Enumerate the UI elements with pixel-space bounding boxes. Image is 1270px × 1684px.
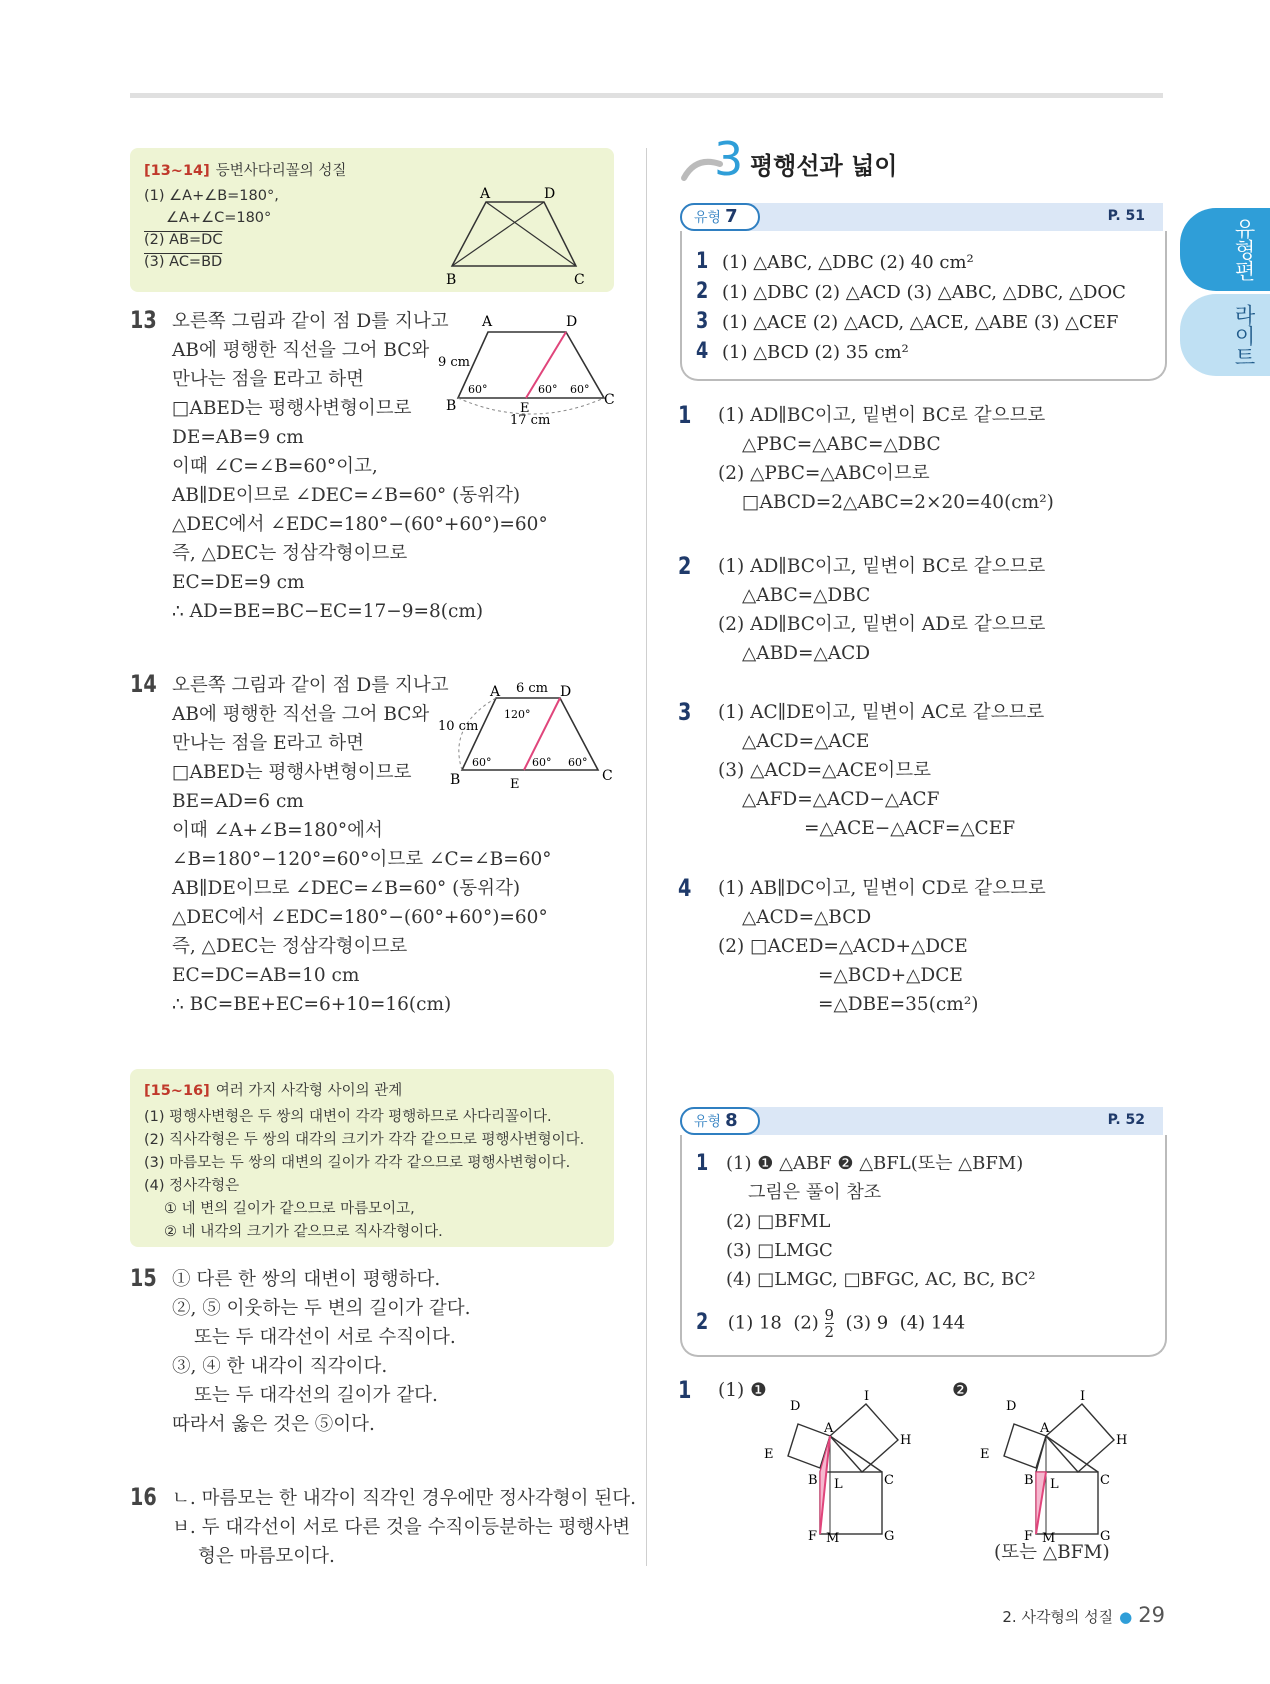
answer-row <box>696 249 974 274</box>
solution-7-3 <box>718 698 1044 843</box>
text-line: △ACD=△ACE <box>742 731 870 752</box>
summary-line: (4) 정사각형은 <box>144 1178 240 1194</box>
problem-number: 14 <box>130 670 157 698</box>
bullet-icon: ● <box>1119 1608 1133 1626</box>
solution-number: 3 <box>678 698 692 726</box>
fig-label: 60° <box>532 756 552 769</box>
fig-label: M <box>826 1531 840 1546</box>
text-line: □ABED는 평행사변형이므로 <box>172 398 412 419</box>
text-line: ∴ BC=BE+EC=6+10=16(cm) <box>172 994 452 1015</box>
type-8-answer-box <box>680 1135 1167 1357</box>
fraction-denominator: 2 <box>824 1323 835 1341</box>
fig-label: C <box>604 392 615 408</box>
summary-line: (3) AC=BD <box>144 254 223 270</box>
fig-label: A <box>824 1421 834 1436</box>
section-name: 평행선과 넓이 <box>750 152 898 180</box>
fig-label: B <box>808 1473 818 1488</box>
problem-number: 15 <box>130 1264 157 1292</box>
answer-number: 2 <box>696 1309 709 1335</box>
answer-number: 1 <box>696 1151 709 1176</box>
text-line: 만나는 점을 E라고 하면 <box>172 369 364 390</box>
fig-label: A <box>490 684 501 700</box>
fig-label: 10 cm <box>438 719 479 734</box>
solution-7-4 <box>718 874 1046 1019</box>
solution-7-2 <box>718 552 1045 668</box>
summary-line: (1) 평행사변형은 두 쌍의 대변이 각각 평행하므로 사다리꼴이다. <box>144 1109 552 1125</box>
solution-number: 4 <box>678 874 692 902</box>
answer-text: (1) △DBC (2) △ACD (3) △ABC, △DBC, △DOC <box>722 282 1126 303</box>
fraction-numerator: 9 <box>824 1306 835 1324</box>
answer-text: (1) △ABC, △DBC (2) 40 cm² <box>722 252 974 273</box>
fig-label: 60° <box>568 756 588 769</box>
text-line: =△BCD+△DCE <box>818 965 963 986</box>
text-line: △AFD=△ACD−△ACF <box>742 789 940 810</box>
fig-label: H <box>900 1433 912 1448</box>
tab-light[interactable]: 라이트 <box>1180 294 1270 376</box>
fig-label: 9 cm <box>438 355 471 370</box>
answer-row <box>696 1307 965 1340</box>
text-line: DE=AB=9 cm <box>172 427 304 448</box>
fig-label: A <box>1040 1421 1050 1436</box>
problem-13-figure <box>438 314 620 432</box>
pythagoras-figure-1 <box>760 1384 910 1544</box>
fig-label: D <box>566 314 578 330</box>
fig-label: G <box>884 1529 895 1544</box>
text-line: (2) △PBC=△ABC이므로 <box>718 463 930 484</box>
fig-label: C <box>602 768 613 784</box>
fig-label: I <box>864 1389 870 1404</box>
problem-16-solution <box>172 1484 636 1571</box>
fig-label: L <box>1050 1477 1059 1492</box>
fig-label: 120° <box>504 708 531 721</box>
text-line: (1) ❶ △ABF ❷ △BFL(또는 △BFM) <box>726 1153 1024 1174</box>
summary-line: (3) 마름모는 두 쌍의 대변의 길이가 각각 같으므로 평행사변형이다. <box>144 1155 571 1171</box>
solution-7-1 <box>718 401 1054 517</box>
summary-line: ① 네 변의 길이가 같으므로 마름모이고, <box>164 1201 415 1217</box>
text-line: ∠B=180°−120°=60°이므로 ∠C=∠B=60° <box>172 849 552 870</box>
tab-type-section[interactable]: 유형편 <box>1180 208 1270 291</box>
answer-number: 3 <box>696 309 709 334</box>
summary-line: (2) AB=DC <box>144 232 223 248</box>
fig-label: M <box>1042 1531 1056 1546</box>
text-line: △ABD=△ACD <box>742 643 871 664</box>
summary-header: [13~14] <box>144 163 210 179</box>
text-line: =△ACE−△ACF=△CEF <box>804 818 1016 839</box>
answer-row <box>696 279 1126 304</box>
summary-title: 여러 가지 사각형 사이의 관계 <box>215 1083 403 1099</box>
text-line: (1) AD∥BC이고, 밑변이 BC로 같으므로 <box>718 405 1046 426</box>
text-line: AB에 평행한 직선을 그어 BC와 <box>172 704 430 725</box>
page-reference: P. 51 <box>1107 208 1145 224</box>
fig-label: A <box>482 314 493 330</box>
text-line: □ABED는 평행사변형이므로 <box>172 762 412 783</box>
text-line: ㄴ. 마름모는 한 내각이 직각인 경우에만 정사각형이 된다. <box>172 1488 636 1509</box>
summary-header: [15~16] <box>144 1083 210 1099</box>
answer-row <box>696 309 1118 334</box>
fig-label: B <box>446 398 457 414</box>
summary-line: (1) ∠A+∠B=180°, <box>144 188 279 204</box>
text-line: (3) △ACD=△ACE이므로 <box>718 760 932 781</box>
text-line: EC=DC=AB=10 cm <box>172 965 360 986</box>
text-line: △DEC에서 ∠EDC=180°−(60°+60°)=60° <box>172 514 548 535</box>
fig-label: E <box>980 1447 990 1462</box>
isosceles-trapezoid-figure <box>446 188 596 288</box>
fig-label: B <box>450 772 461 788</box>
summary-line: ② 네 내각의 크기가 같으므로 직사각형이다. <box>164 1224 443 1240</box>
text-line: EC=DE=9 cm <box>172 572 305 593</box>
fig-label-B: B <box>446 272 457 288</box>
text-line: ① 다른 한 쌍의 대변이 평행하다. <box>172 1269 441 1290</box>
problem-number: 13 <box>130 306 157 334</box>
answer-row <box>696 339 909 364</box>
text-line: △ABC=△DBC <box>742 585 871 606</box>
answer-1-lines <box>726 1149 1036 1294</box>
pythagoras-figure-2 <box>976 1384 1126 1544</box>
summary-line: (2) 직사각형은 두 쌍의 대각의 크기가 각각 같으므로 평행사변형이다. <box>144 1132 585 1148</box>
type-tag <box>680 1107 760 1135</box>
text-line: ②, ⑤ 이웃하는 두 변의 길이가 같다. <box>172 1298 471 1319</box>
text-line: □ABCD=2△ABC=2×20=40(cm²) <box>742 492 1054 513</box>
fraction <box>825 1307 835 1340</box>
answer-text: (4) 144 <box>899 1312 966 1334</box>
fig-label: 60° <box>570 383 590 396</box>
type-number: 7 <box>725 206 738 227</box>
answer-text: (1) △ACE (2) △ACD, △ACE, △ABE (3) △CEF <box>722 312 1119 333</box>
fig-label: F <box>1024 1529 1034 1544</box>
text-line: AB에 평행한 직선을 그어 BC와 <box>172 340 430 361</box>
text-line: (1) AC∥DE이고, 밑변이 AC로 같으므로 <box>718 702 1045 723</box>
text-line: (3) □LMGC <box>726 1240 833 1261</box>
text-line: (2) □BFML <box>726 1211 831 1232</box>
fig-label: I <box>1080 1389 1086 1404</box>
figure-label-2: ❷ <box>952 1380 969 1401</box>
answer-text: (3) 9 <box>845 1312 889 1334</box>
fig-label: C <box>884 1473 894 1488</box>
chapter-title: 2. 사각형의 성질 <box>1002 1608 1114 1626</box>
type-tag-label: 유형 <box>694 210 722 226</box>
fig-label: C <box>1100 1473 1110 1488</box>
page-number: 29 <box>1138 1603 1165 1627</box>
text-line: =△DBE=35(cm²) <box>818 994 979 1015</box>
fig-label: H <box>1116 1433 1128 1448</box>
fig-label: E <box>764 1447 774 1462</box>
type-7-bar <box>680 203 1163 231</box>
text-line: 즉, △DEC는 정삼각형이므로 <box>172 936 408 957</box>
fig-label: 6 cm <box>516 681 549 696</box>
answer-text: (1) △BCD (2) 35 cm² <box>722 342 909 363</box>
answer-number: 2 <box>696 279 709 304</box>
text-line: △DEC에서 ∠EDC=180°−(60°+60°)=60° <box>172 907 548 928</box>
text-line: 그림은 풀이 참조 <box>748 1182 882 1203</box>
fig-label: L <box>834 1477 843 1492</box>
fig-label-A: A <box>480 186 491 202</box>
answer-text: (2) <box>793 1312 819 1334</box>
text-line: 오른쪽 그림과 같이 점 D를 지나고 <box>172 311 449 332</box>
page-reference: P. 52 <box>1107 1112 1145 1128</box>
fig-label: 60° <box>472 756 492 769</box>
type-8-bar <box>680 1107 1163 1135</box>
answer-number: 4 <box>696 339 709 364</box>
fig-label: B <box>1024 1473 1034 1488</box>
text-line: AB∥DE이므로 ∠DEC=∠B=60° (동위각) <box>172 878 521 899</box>
text-line: 이때 ∠C=∠B=60°이고, <box>172 456 378 477</box>
type-7-answer-box <box>680 231 1167 381</box>
text-line: (1) AD∥BC이고, 밑변이 BC로 같으므로 <box>718 556 1046 577</box>
page-footer <box>1002 1603 1165 1627</box>
answer-number: 1 <box>696 249 709 274</box>
solution-number: 1 <box>678 401 692 429</box>
fig-label: D <box>1006 1399 1017 1414</box>
text-line: ∴ AD=BE=BC−EC=17−9=8(cm) <box>172 601 484 622</box>
type-tag-label: 유형 <box>694 1114 722 1130</box>
text-line: 형은 마름모이다. <box>198 1546 335 1567</box>
fig-label: 60° <box>538 383 558 396</box>
column-divider <box>646 148 647 1566</box>
fig-label: D <box>790 1399 801 1414</box>
text-line: BE=AD=6 cm <box>172 791 304 812</box>
text-line: (2) □ACED=△ACD+△DCE <box>718 936 968 957</box>
text-line: AB∥DE이므로 ∠DEC=∠B=60° (동위각) <box>172 485 521 506</box>
fig-label: 60° <box>468 383 488 396</box>
text-line: ③, ④ 한 내각이 직각이다. <box>172 1356 388 1377</box>
summary-title: 등변사다리꼴의 성질 <box>215 163 347 179</box>
text-line: 만나는 점을 E라고 하면 <box>172 733 364 754</box>
type-number: 8 <box>725 1110 738 1131</box>
text-line: △ACD=△BCD <box>742 907 872 928</box>
solution-number: 2 <box>678 552 692 580</box>
type-tag <box>680 203 760 231</box>
summary-line: ∠A+∠C=180° <box>166 210 272 226</box>
text-line: 또는 두 대각선이 서로 수직이다. <box>194 1327 456 1348</box>
fig-label: E <box>520 401 530 416</box>
text-line: ㅂ. 두 대각선이 서로 다른 것을 수직이등분하는 평행사변 <box>172 1517 631 1538</box>
text-line: (1) AB∥DC이고, 밑변이 CD로 같으므로 <box>718 878 1046 899</box>
fig-label-C: C <box>574 272 585 288</box>
fig-label: E <box>510 777 520 792</box>
text-line: (4) □LMGC, □BFGC, AC, BC, BC² <box>726 1269 1036 1290</box>
problem-15-solution <box>172 1265 471 1439</box>
problem-number: 16 <box>130 1483 157 1511</box>
text-line: 즉, △DEC는 정삼각형이므로 <box>172 543 408 564</box>
figure-caption: (또는 △BFM) <box>994 1542 1110 1563</box>
text-line: △PBC=△ABC=△DBC <box>742 434 941 455</box>
answer-text: (1) 18 <box>727 1312 782 1334</box>
text-line: 이때 ∠A+∠B=180°에서 <box>172 820 383 841</box>
section-number: 3 <box>714 132 744 186</box>
summary-box-15-16 <box>130 1069 614 1247</box>
text-line: 오른쪽 그림과 같이 점 D를 지나고 <box>172 675 449 696</box>
text-line: 또는 두 대각선의 길이가 같다. <box>194 1385 438 1406</box>
figure-label-1: (1) ❶ <box>718 1380 767 1401</box>
solution-number: 1 <box>678 1376 692 1404</box>
text-line: (2) AD∥BC이고, 밑변이 AD로 같으므로 <box>718 614 1046 635</box>
fig-label: F <box>808 1529 818 1544</box>
summary-box-13-14 <box>130 148 614 292</box>
fig-label-D: D <box>544 186 556 202</box>
top-rule <box>130 93 1163 98</box>
fig-label: D <box>560 684 572 700</box>
text-line: 따라서 옳은 것은 ⑤이다. <box>172 1414 375 1435</box>
fig-label: G <box>1100 1529 1111 1544</box>
fig-label: 17 cm <box>510 413 551 428</box>
problem-14-figure <box>438 676 620 792</box>
